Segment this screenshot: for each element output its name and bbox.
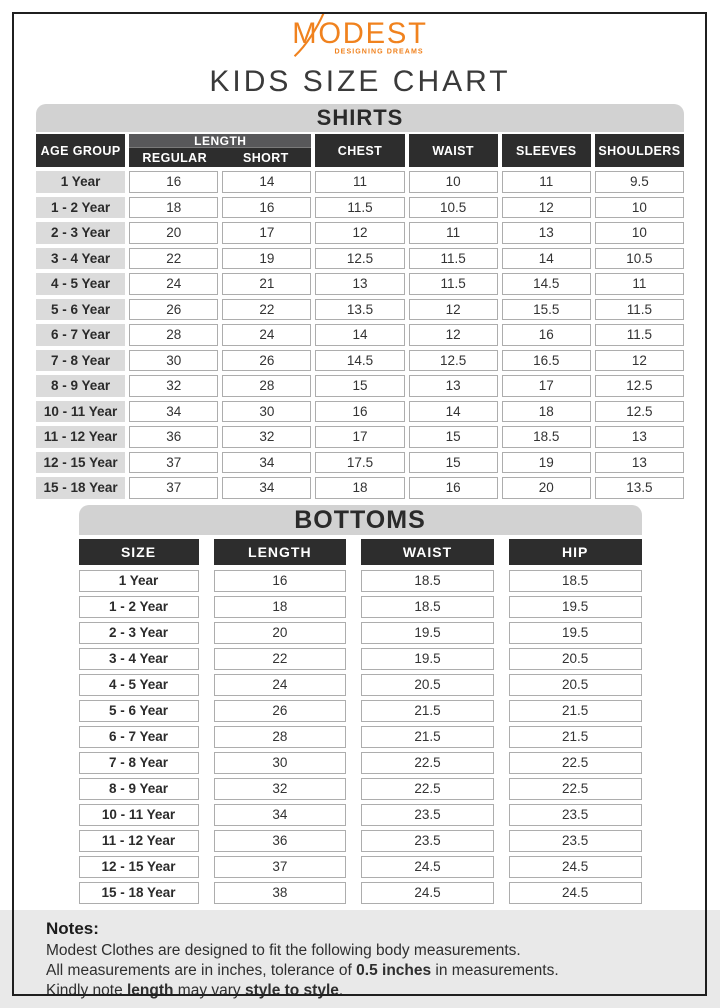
bottoms-value-cell: 28 [214,726,347,748]
notes-emphasis: style to style [244,982,339,1000]
bottoms-value-cell: 23.5 [509,830,642,852]
shirts-value-cell: 24 [129,273,218,295]
bottoms-value-cell: 26 [214,700,347,722]
shirts-age-cell: 4 - 5 Year [36,273,125,295]
shirts-value-cell: 30 [222,401,311,423]
shirts-value-cell: 12.5 [595,375,684,397]
shirts-value-cell: 13 [409,375,498,397]
shirts-value-cell: 14 [222,171,311,193]
bottoms-value-cell: 22.5 [361,752,494,774]
shirts-value-cell: 11 [315,171,404,193]
bottoms-size-cell: 8 - 9 Year [79,778,199,800]
bottoms-value-cell: 20 [214,622,347,644]
logo-tagline: DESIGNING DREAMS [334,48,424,56]
bottoms-value-cell: 24 [214,674,347,696]
shirts-value-cell: 13 [315,273,404,295]
shirts-value-cell: 26 [129,299,218,321]
notes-emphasis: length [127,982,174,1000]
bottoms-value-cell: 22.5 [509,752,642,774]
shirts-age-cell: 2 - 3 Year [36,222,125,244]
bottoms-value-cell: 21.5 [509,726,642,748]
shirts-value-cell: 14 [315,324,404,346]
shirts-value-cell: 30 [129,350,218,372]
shirts-value-cell: 10.5 [595,248,684,270]
shirts-age-cell: 15 - 18 Year [36,477,125,499]
bottoms-size-cell: 7 - 8 Year [79,752,199,774]
bottoms-value-cell: 18.5 [509,570,642,592]
shirts-age-cell: 11 - 12 Year [36,426,125,448]
shirts-value-cell: 15 [409,426,498,448]
notes-section [0,910,720,1008]
bottoms-value-cell: 37 [214,856,347,878]
bottoms-size-cell: 1 Year [79,570,199,592]
shirts-value-cell: 21 [222,273,311,295]
bottoms-banner: BOTTOMS [79,505,642,535]
bottoms-value-cell: 24.5 [361,882,494,904]
shirts-value-cell: 12 [502,197,591,219]
shirts-value-cell: 20 [129,222,218,244]
shirts-value-cell: 24 [222,324,311,346]
shirts-value-cell: 11.5 [409,273,498,295]
bottoms-value-cell: 21.5 [509,700,642,722]
shirts-value-cell: 11 [502,171,591,193]
shirts-value-cell: 10 [595,197,684,219]
shirts-age-cell: 10 - 11 Year [36,401,125,423]
bottoms-value-cell: 24.5 [509,882,642,904]
bottoms-value-cell: 21.5 [361,726,494,748]
bottoms-table-header [79,539,642,565]
shirts-value-cell: 10 [595,222,684,244]
bottoms-size-cell: 1 - 2 Year [79,596,199,618]
bottoms-value-cell: 20.5 [361,674,494,696]
bottoms-size-cell: 15 - 18 Year [79,882,199,904]
shirts-value-cell: 12 [315,222,404,244]
bottoms-value-cell: 38 [214,882,347,904]
shirts-value-cell: 20 [502,477,591,499]
bottoms-size-cell: 2 - 3 Year [79,622,199,644]
bottoms-value-cell: 18.5 [361,596,494,618]
bottoms-value-cell: 19.5 [361,648,494,670]
bottoms-size-cell: 6 - 7 Year [79,726,199,748]
shirts-value-cell: 18 [315,477,404,499]
shirts-length-subcolumns [129,148,311,167]
shirts-value-cell: 11 [409,222,498,244]
bottoms-col-length: LENGTH [214,539,347,565]
shirts-value-cell: 12 [595,350,684,372]
shirts-col-sleeves: SLEEVES [502,134,591,167]
bottoms-value-cell: 20.5 [509,648,642,670]
shirts-value-cell: 12.5 [595,401,684,423]
shirts-age-cell: 7 - 8 Year [36,350,125,372]
shirts-age-cell: 1 Year [36,171,125,193]
bottoms-size-cell: 10 - 11 Year [79,804,199,826]
shirts-age-cell: 6 - 7 Year [36,324,125,346]
bottoms-col-size: SIZE [79,539,199,565]
shirts-value-cell: 14 [409,401,498,423]
shirts-value-cell: 32 [129,375,218,397]
shirts-value-cell: 15.5 [502,299,591,321]
bottoms-value-cell: 24.5 [509,856,642,878]
shirts-value-cell: 9.5 [595,171,684,193]
bottoms-value-cell: 36 [214,830,347,852]
shirts-value-cell: 17 [502,375,591,397]
notes-lines [46,941,690,1002]
shirts-value-cell: 37 [129,477,218,499]
shirts-value-cell: 13 [595,452,684,474]
shirts-value-cell: 13 [502,222,591,244]
shirts-value-cell: 34 [129,401,218,423]
notes-line [46,941,690,961]
bottoms-value-cell: 19.5 [509,596,642,618]
bottoms-value-cell: 18.5 [361,570,494,592]
shirts-value-cell: 16.5 [502,350,591,372]
shirts-value-cell: 12.5 [315,248,404,270]
bottoms-size-cell: 3 - 4 Year [79,648,199,670]
bottoms-value-cell: 30 [214,752,347,774]
shirts-value-cell: 10.5 [409,197,498,219]
notes-emphasis: 0.5 inches [356,961,432,979]
bottoms-value-cell: 22.5 [509,778,642,800]
bottoms-size-cell: 11 - 12 Year [79,830,199,852]
bottoms-value-cell: 32 [214,778,347,800]
bottoms-value-cell: 23.5 [361,830,494,852]
shirts-col-shoulders: SHOULDERS [595,134,684,167]
shirts-section [36,104,684,499]
shirts-value-cell: 17.5 [315,452,404,474]
shirts-value-cell: 28 [129,324,218,346]
bottoms-size-cell: 4 - 5 Year [79,674,199,696]
shirts-age-cell: 3 - 4 Year [36,248,125,270]
bottoms-value-cell: 24.5 [361,856,494,878]
shirts-value-cell: 17 [222,222,311,244]
bottoms-value-cell: 16 [214,570,347,592]
shirts-value-cell: 36 [129,426,218,448]
bottoms-value-cell: 22 [214,648,347,670]
bottoms-size-cell: 12 - 15 Year [79,856,199,878]
shirts-value-cell: 16 [502,324,591,346]
bottoms-col-hip: HIP [509,539,642,565]
shirts-value-cell: 11 [595,273,684,295]
notes-text: in measurements. [431,961,559,979]
notes-text: may vary [173,982,245,1000]
shirts-value-cell: 13.5 [595,477,684,499]
shirts-value-cell: 11.5 [595,324,684,346]
bottoms-section [79,505,642,904]
bottoms-value-cell: 23.5 [509,804,642,826]
shirts-value-cell: 15 [409,452,498,474]
bottoms-col-waist: WAIST [361,539,494,565]
bottoms-value-cell: 22.5 [361,778,494,800]
page-title: KIDS SIZE CHART [209,65,511,98]
bottoms-table-body [79,570,642,904]
bottoms-value-cell: 34 [214,804,347,826]
notes-text: Modest Clothes are designed to fit the following body measurements. [46,941,521,959]
shirts-value-cell: 13 [595,426,684,448]
shirts-value-cell: 14 [502,248,591,270]
brand-logo [0,0,720,63]
notes-line [46,981,690,1001]
shirts-table-body [36,171,684,499]
shirts-value-cell: 16 [315,401,404,423]
shirts-col-chest: CHEST [315,134,404,167]
notes-text: Kindly note [46,982,127,1000]
shirts-value-cell: 18 [129,197,218,219]
notes-heading: Notes: [46,918,99,938]
shirts-age-cell: 8 - 9 Year [36,375,125,397]
shirts-value-cell: 17 [315,426,404,448]
shirts-value-cell: 11.5 [409,248,498,270]
shirts-col-length-group [129,134,311,167]
shirts-col-age-group: AGE GROUP [36,134,125,167]
notes-text: . [338,982,344,1000]
bottoms-value-cell: 23.5 [361,804,494,826]
bottoms-value-cell: 19.5 [509,622,642,644]
shirts-value-cell: 12 [409,299,498,321]
bottoms-value-cell: 18 [214,596,347,618]
shirts-banner: SHIRTS [36,104,684,132]
bottoms-value-cell: 20.5 [509,674,642,696]
shirts-value-cell: 10 [409,171,498,193]
shirts-value-cell: 32 [222,426,311,448]
shirts-value-cell: 34 [222,477,311,499]
shirts-col-regular: REGULAR [142,150,208,165]
shirts-col-waist: WAIST [409,134,498,167]
shirts-value-cell: 34 [222,452,311,474]
bottoms-size-cell: 5 - 6 Year [79,700,199,722]
bottoms-value-cell: 19.5 [361,622,494,644]
notes-text: All measurements are in inches, tolerance of [46,961,357,979]
shirts-age-cell: 5 - 6 Year [36,299,125,321]
shirts-value-cell: 12 [409,324,498,346]
shirts-value-cell: 26 [222,350,311,372]
logo-wordmark: MODEST [292,17,428,50]
bottoms-value-cell: 21.5 [361,700,494,722]
modest-logo-icon [255,12,465,58]
shirts-value-cell: 11.5 [315,197,404,219]
shirts-value-cell: 37 [129,452,218,474]
shirts-value-cell: 22 [129,248,218,270]
shirts-table-header [36,134,684,167]
shirts-value-cell: 13.5 [315,299,404,321]
shirts-value-cell: 16 [129,171,218,193]
shirts-col-short: SHORT [242,150,289,165]
shirts-value-cell: 18.5 [502,426,591,448]
shirts-value-cell: 22 [222,299,311,321]
shirts-value-cell: 15 [315,375,404,397]
shirts-age-cell: 1 - 2 Year [36,197,125,219]
shirts-age-cell: 12 - 15 Year [36,452,125,474]
shirts-value-cell: 11.5 [595,299,684,321]
notes-line [46,961,690,981]
shirts-col-length: LENGTH [129,134,311,148]
shirts-value-cell: 12.5 [409,350,498,372]
shirts-value-cell: 14.5 [315,350,404,372]
shirts-value-cell: 16 [222,197,311,219]
shirts-value-cell: 28 [222,375,311,397]
shirts-value-cell: 18 [502,401,591,423]
shirts-value-cell: 16 [409,477,498,499]
shirts-value-cell: 14.5 [502,273,591,295]
shirts-value-cell: 19 [502,452,591,474]
shirts-value-cell: 19 [222,248,311,270]
